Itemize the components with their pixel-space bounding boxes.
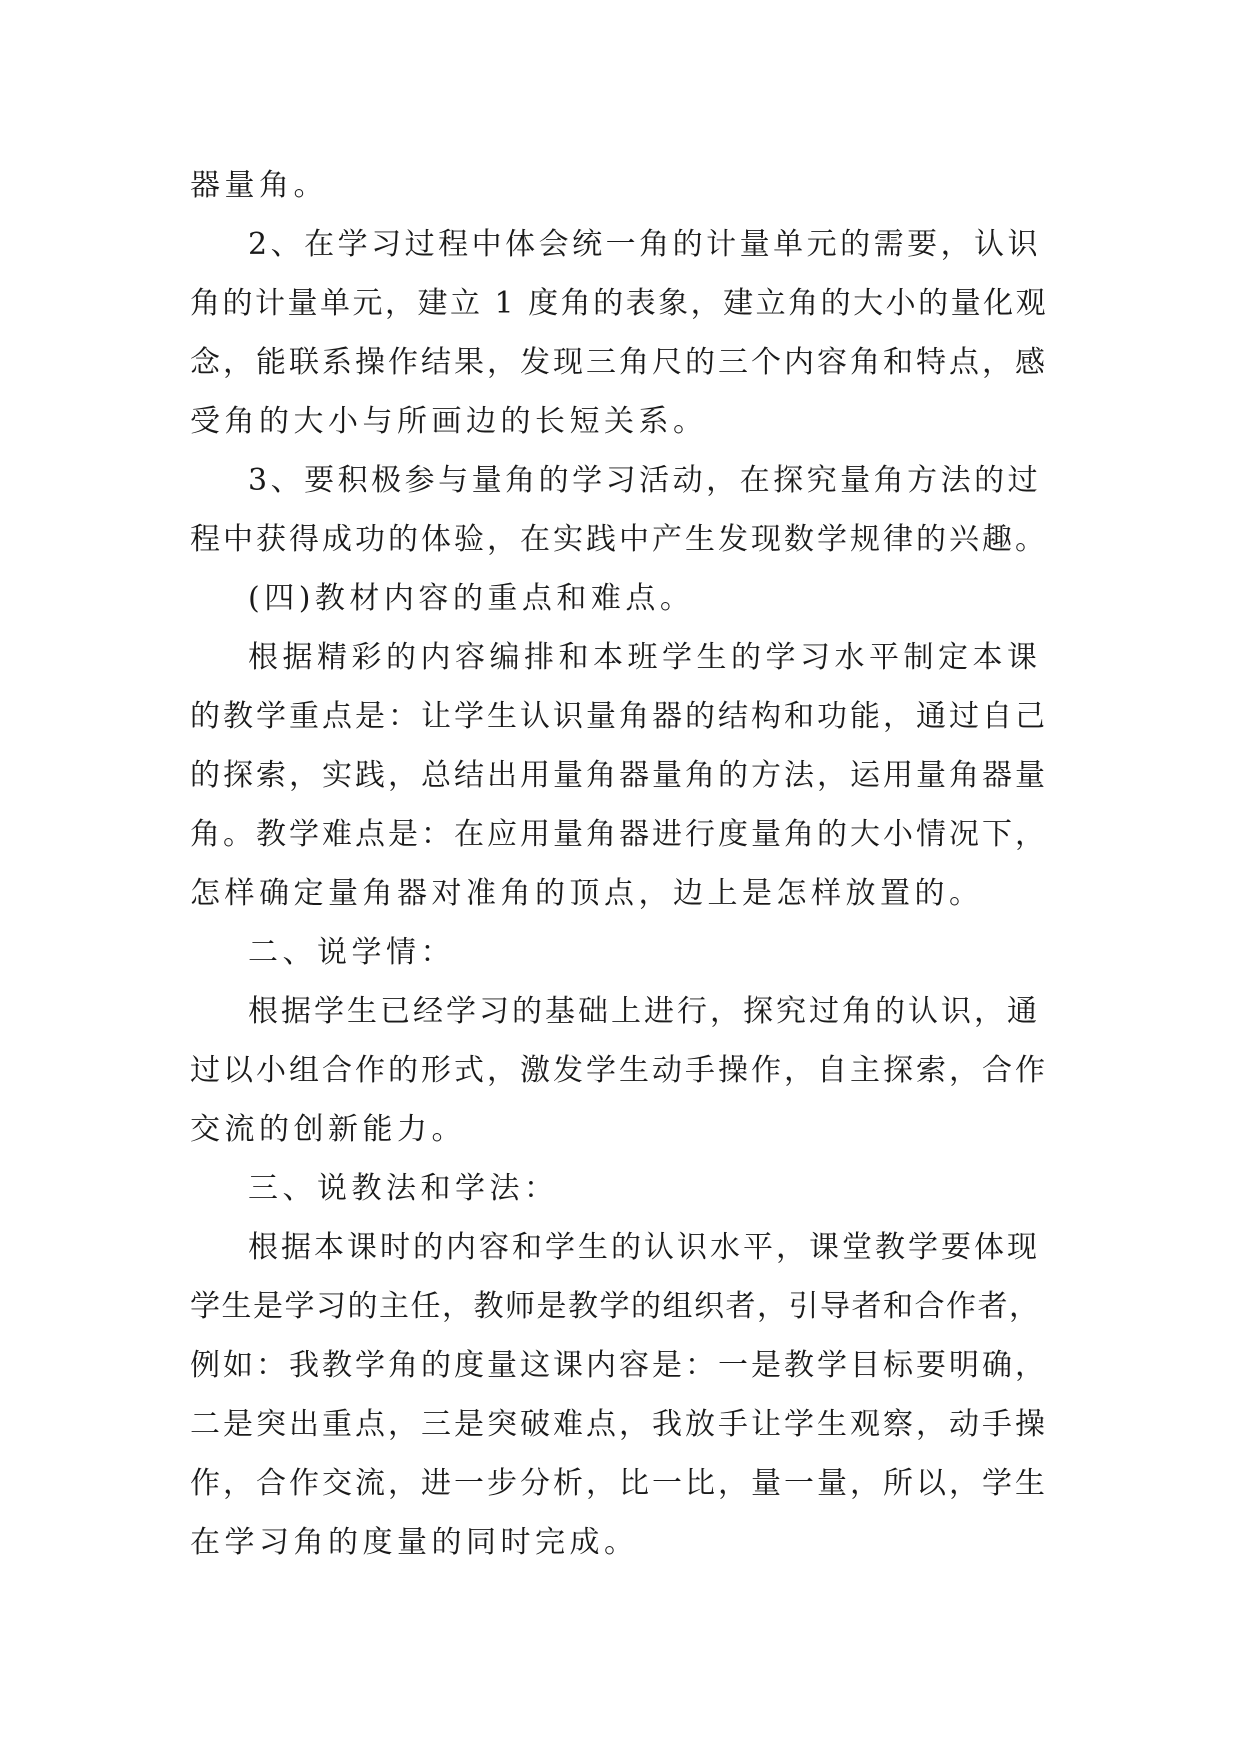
text-line: 念，能联系操作结果，发现三角尺的三个内容角和特点，感 <box>190 345 1048 380</box>
text-line: 的探索，实践，总结出用量角器量角的方法，运用量角器量 <box>190 758 1048 793</box>
text-line: 学生是学习的主任，教师是教学的组织者，引导者和合作者， <box>190 1289 1041 1324</box>
text-line: 受角的大小与所画边的长短关系。 <box>190 404 708 439</box>
text-line: 的教学重点是：让学生认识量角器的结构和功能，通过自己 <box>190 699 1048 734</box>
text-line: 根据学生已经学习的基础上进行，探究过角的认识，通 <box>248 994 1040 1029</box>
text-line: 二是突出重点，三是突破难点，我放手让学生观察，动手操 <box>190 1407 1048 1442</box>
text-line: 角。教学难点是：在应用量角器进行度量角的大小情况下， <box>190 817 1048 852</box>
text-line: 程中获得成功的体验，在实践中产生发现数学规律的兴趣。 <box>190 522 1048 557</box>
text-line: 过以小组合作的形式，激发学生动手操作，自主探索，合作 <box>190 1053 1048 1088</box>
text-line: 根据精彩的内容编排和本班学生的学习水平制定本课 <box>248 640 1042 675</box>
text-line: 3、要积极参与量角的学习活动，在探究量角方法的过 <box>248 463 1042 498</box>
text-line: 角的计量单元，建立 1 度角的表象，建立角的大小的量化观 <box>190 286 1049 321</box>
section-heading: 三、说教法和学法： <box>248 1171 559 1206</box>
text-line: 2、在学习过程中体会统一角的计量单元的需要，认识 <box>248 227 1042 262</box>
section-heading: 二、说学情： <box>248 935 455 970</box>
text-line: 作，合作交流，进一步分析，比一比，量一量，所以，学生 <box>190 1466 1048 1501</box>
text-line: 在学习角的度量的同时完成。 <box>190 1525 639 1560</box>
section-heading: (四)教材内容的重点和难点。 <box>248 581 695 616</box>
text-line: 根据本课时的内容和学生的认识水平，课堂教学要体现 <box>248 1230 1040 1265</box>
text-line: 例如：我教学角的度量这课内容是：一是教学目标要明确， <box>190 1348 1048 1383</box>
text-line: 交流的创新能力。 <box>190 1112 466 1147</box>
text-line: 器量角。 <box>190 168 328 203</box>
text-line: 怎样确定量角器对准角的顶点，边上是怎样放置的。 <box>190 876 984 911</box>
